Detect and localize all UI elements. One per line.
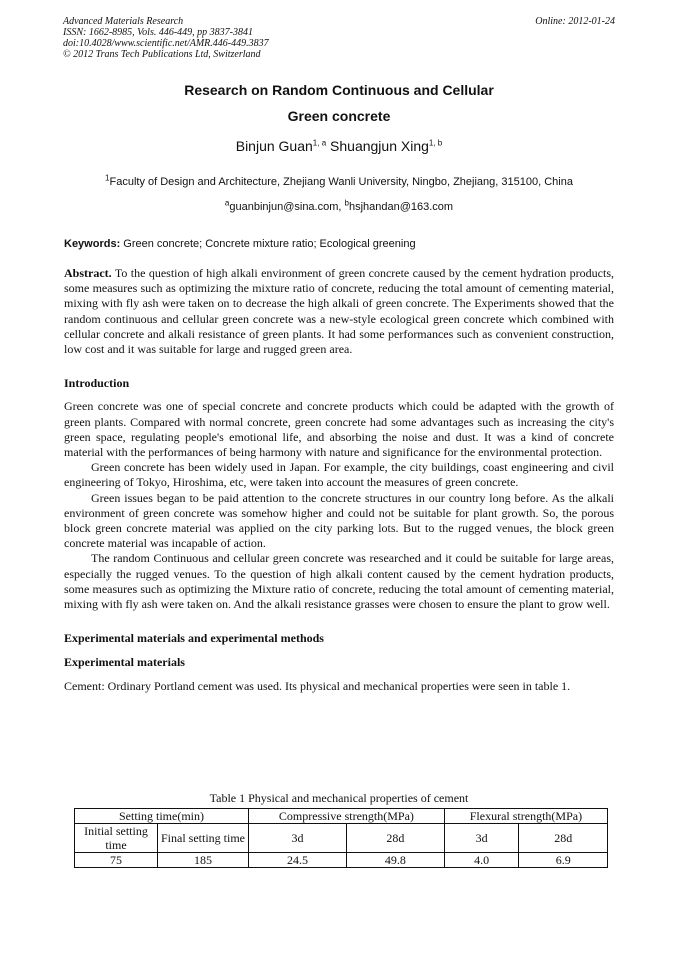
intro-paragraph-2: Green concrete has been widely used in Japan. For example, the city buildings, coast engineering and civil engineering of Tokyo, Hiroshima, etc, were taken into account the measures of green concrete. <box>64 460 614 490</box>
col-initial-setting: Initial setting time <box>75 824 158 853</box>
journal-copyright: © 2012 Trans Tech Publications Ltd, Switzerland <box>63 49 261 60</box>
table-1-caption: Table 1 Physical and mechanical properties of cement <box>209 791 469 805</box>
email-b-sup: b <box>344 198 349 208</box>
journal-header <box>63 16 615 60</box>
affiliation-text: Faculty of Design and Architecture, Zhejiang Wanli University, Ningbo, Zhejiang, 315100, China <box>109 176 573 188</box>
cell-flexural-3d: 4.0 <box>444 853 519 868</box>
col-flexural-3d: 3d <box>444 824 519 853</box>
introduction-heading: Introduction <box>64 376 130 391</box>
keywords-text: Green concrete; Concrete mixture ratio; Ecological greening <box>120 238 416 250</box>
author-1-name: Binjun Guan <box>235 138 313 154</box>
online-date: Online: 2012-01-24 <box>535 16 615 27</box>
col-compressive-28d: 28d <box>346 824 444 853</box>
col-group-flexural: Flexural strength(MPa) <box>444 809 607 824</box>
author-2-sup: 1, b <box>428 138 443 148</box>
cell-compressive-3d: 24.5 <box>249 853 347 868</box>
paper-title-line2: Green concrete <box>287 108 391 124</box>
affiliation-sup: 1 <box>105 173 110 183</box>
author-1-sup: 1, a <box>312 138 327 148</box>
table-row <box>75 853 608 868</box>
intro-paragraph-1: Green concrete was one of special concrete and concrete products which could be adapted with the growth of green plants. Compared with normal concrete, green concrete had some advantages such as increasing the city's green space, regulating people's emotional life, and absorbing the noise and dust. It was a kind of concrete material with the performances of being harmony with nature and significance for the environmental protection. <box>64 399 614 460</box>
materials-subheading: Experimental materials <box>64 655 185 670</box>
table-group-header-row <box>75 809 608 824</box>
col-final-setting: Final setting time <box>158 824 249 853</box>
author-emails <box>60 198 618 213</box>
abstract <box>64 266 614 357</box>
cell-final-setting: 185 <box>158 853 249 868</box>
cement-properties-table <box>74 808 608 868</box>
abstract-label: Abstract. <box>64 266 112 280</box>
author-list <box>60 138 618 154</box>
methods-heading: Experimental materials and experimental methods <box>64 631 324 646</box>
email-a-sup: a <box>224 198 230 208</box>
col-group-setting-time: Setting time(min) <box>75 809 249 824</box>
journal-doi: doi:10.4028/www.scientific.net/AMR.446-449.3837 <box>63 38 269 49</box>
paper-body <box>64 266 614 694</box>
col-compressive-3d: 3d <box>249 824 347 853</box>
author-2-name: Shuangjun Xing <box>330 138 429 154</box>
email-a: guanbinjun@sina.com, <box>229 201 345 213</box>
table-subheader-row <box>75 824 608 853</box>
cell-compressive-28d: 49.8 <box>346 853 444 868</box>
abstract-text: To the question of high alkali environment of green concrete caused by the cement hydration products, some measures such as optimizing the mixture ratio of concrete, reducing the total amount of cementing material, mixing with fly ash were taken on to decrease the high alkali of green concrete. The Experiments showed that the random continuous and cellular green concrete was a new-style ecological green concrete which combined with cellular concrete and alkali resistance of green plants. It had some performances such as convenient construction, low cost and it was suitable for large and rugged green area. <box>64 266 614 357</box>
journal-name: Advanced Materials Research <box>63 16 184 27</box>
keywords-label: Keywords: <box>64 238 121 250</box>
col-flexural-28d: 28d <box>519 824 608 853</box>
cell-flexural-28d: 6.9 <box>519 853 608 868</box>
intro-paragraph-3: Green issues began to be paid attention to the concrete structures in our country long before. As the alkali environment of green concrete was somehow higher and could not be suitable for plant growth. So, the porous block green concrete material was applied on the city parking lots. But to the rugged venues, the block green concrete material was incapable of action. <box>64 490 614 551</box>
col-group-compressive: Compressive strength(MPa) <box>249 809 445 824</box>
journal-issn: ISSN: 1662-8985, Vols. 446-449, pp 3837-3841 <box>63 27 253 38</box>
cement-paragraph: Cement: Ordinary Portland cement was used. Its physical and mechanical properties were seen in table 1. <box>64 678 571 693</box>
email-b: hsjhandan@163.com <box>348 201 454 213</box>
intro-paragraph-4: The random Continuous and cellular green concrete was researched and it could be suitable for large areas, especially the rugged venues. To the question of high alkali content caused by the cement hydration products, some measures such as optimizing the Mixture ratio of concrete, reducing the total amount of cementing material, mixing with fly ash were taken on. And the alkali resistance grasses were chosen to ensure the plant to grow well. <box>64 551 614 612</box>
affiliation <box>60 173 618 188</box>
cell-initial-setting: 75 <box>75 853 158 868</box>
keywords <box>64 238 614 250</box>
paper-title-line1: Research on Random Continuous and Cellular <box>184 82 494 98</box>
